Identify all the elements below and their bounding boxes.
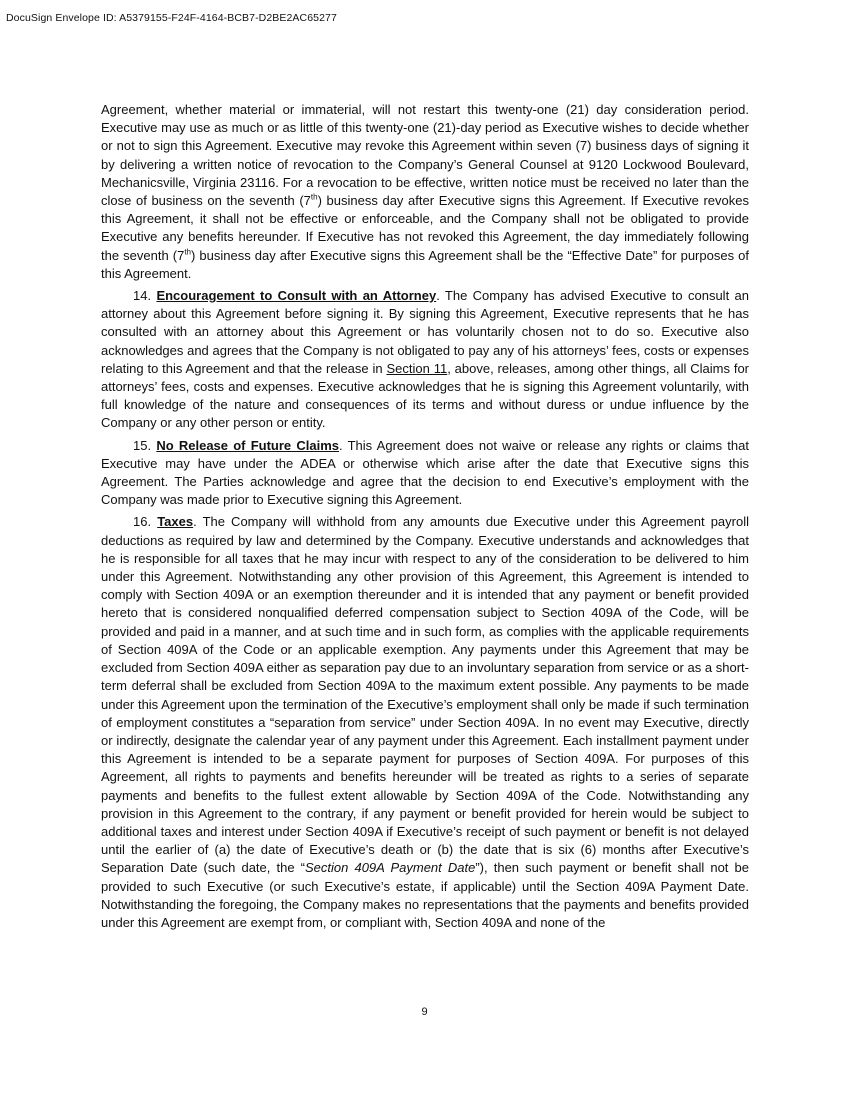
text-run: Agreement, whether material or immaterial, will not restart this twenty-one (21) day consideration period. Executive may use as much or as little of this twenty-one (21)-day period as Executive wishes to decide whether or not to sign this Agreement. Executive may revoke this Agreement within seven (7) business days of signing it by delivering a written notice of revocation to the Company’s General Counsel at 9120 Lockwood Boulevard, Mechanicsville, Virginia 23116. For a revocation to be effective, written notice must be received no later than the close of business on the seventh (7 xyxy=(101,102,749,209)
text-run: . The Company has advised Executive to consult an attorney about this Agreement before signing it. By signing this Agreement, Executive represents that he has consulted with an attorney about this Agreement or has voluntarily chosen not to do so. Executive also acknowledges and agrees that the Company is not obligated to pay any of his attorneys’ fees, costs or expenses relating to this Agreement and that the release in xyxy=(101,288,749,376)
superscript: th xyxy=(310,192,318,202)
text-run: , above, releases, among other things, all Claims for attorneys’ fees, costs and expenses. Executive acknowledges that he is signing this Agreement voluntarily, with full knowledge of the nature and consequences of its terms and without duress or undue influence by the Company or any other person or entity. xyxy=(101,360,750,431)
page-number: 9 xyxy=(421,1006,428,1018)
text-run: ”), then such payment or benefit shall not be provided to such Executive (or such Executive’s estate, if applicable) until the Section 409A Payment Date. Notwithstanding the foregoing, the Company makes no representations that the payments and benefits provided under this Agreement are exempt from, or compliant with, Section 409A and none of the xyxy=(101,860,749,930)
section-number: 14. xyxy=(133,288,152,304)
section-number: 16. xyxy=(133,514,152,530)
paragraph-continuation xyxy=(101,101,749,283)
section-reference: Section 11 xyxy=(386,360,448,376)
section-14 xyxy=(101,287,749,433)
section-16 xyxy=(101,513,749,932)
section-heading: Encouragement to Consult with an Attorney xyxy=(156,288,437,304)
section-heading: Taxes xyxy=(157,514,194,530)
section-15 xyxy=(101,437,749,510)
text-run: . The Company will withhold from any amounts due Executive under this Agreement payroll deductions as required by law and determined by the Company. Executive understands and acknowledges that he is responsible for all taxes that he may incur with respect to any of the consideration to be delivered to him under this Agreement. Notwithstanding any other provision of this Agreement, this Agreement is intended to comply with Section 409A or an exemption thereunder and it is intended that any payment or benefit provided hereto that is considered nonqualified deferred compensation subject to Section 409A of the Code, will be provided and paid in a manner, and at such time and in such form, as complies with the applicable requirements of Section 409A of the Code or an applicable exemption. Any payments under this Agreement that may be excluded from Section 409A either as separation pay due to an involuntary separation from service or as a short-term deferral shall be excluded from Section 409A to the maximum extent possible. Any payments to be made under this Agreement upon the termination of the Executive’s employment shall only be made if such termination of employment constitutes a “separation from service” under Section 409A. In no event may Executive, directly or indirectly, designate the calendar year of any payment under this Agreement. Each installment payment under this Agreement is intended to be a separate payment for purposes of Section 409A. For purposes of this Agreement, all rights to payments and benefits hereunder will be treated as rights to a series of separate payments and benefits to the fullest extent allowable by Section 409A of the Code. Notwithstanding any provision in this Agreement to the contrary, if any payment or benefit provided for herein would be subject to additional taxes and interest under Section 409A if Executive’s receipt of such payment or benefit is not delayed until the earlier of (a) the date of Executive’s death or (b) the date that is six (6) months after Executive’s Separation Date (such date, the “ xyxy=(101,514,749,876)
text-run: ) business day after Executive signs this Agreement shall be the “Effective Date” for purposes of this Agreement. xyxy=(101,247,749,281)
docusign-envelope-id: DocuSign Envelope ID: A5379155-F24F-4164-BCB7-D2BE2AC65277 xyxy=(6,12,337,24)
document-body xyxy=(101,101,749,936)
section-heading: No Release of Future Claims xyxy=(156,437,340,453)
defined-term: Section 409A Payment Date xyxy=(305,860,476,876)
text-run: ) business day after Executive signs this Agreement. If Executive revokes this Agreement, it shall not be effective or enforceable, and the Company shall not be obligated to provide Executive any benefits hereunder. If Executive has not revoked this Agreement, the day immediately following the seventh (7 xyxy=(101,193,749,263)
text-run: . This Agreement does not waive or release any rights or claims that Executive may have under the ADEA or otherwise which arise after the date that Executive signs this Agreement. The Parties acknowledge and agree that the decision to end Executive’s employment with the Company was made prior to Executive signing this Agreement. xyxy=(101,437,749,508)
superscript: th xyxy=(184,247,191,257)
section-number: 15. xyxy=(133,437,152,453)
